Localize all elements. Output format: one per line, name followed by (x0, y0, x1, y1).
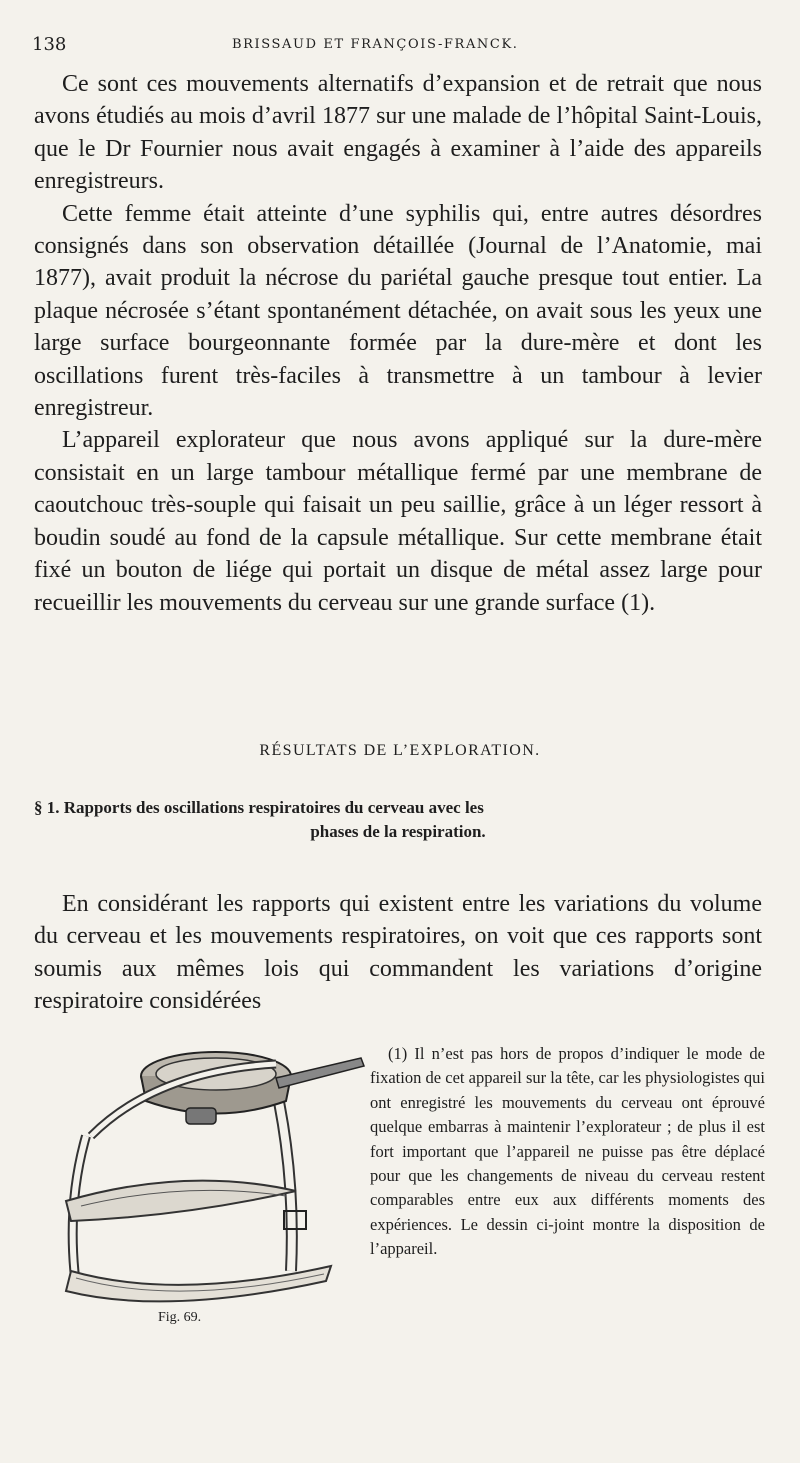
main-text-continued (34, 888, 762, 1018)
running-head (32, 34, 772, 58)
subheading-line-2: phases de la respiration. (310, 822, 486, 841)
section-title: RÉSULTATS DE L’EXPLORATION. (259, 742, 541, 759)
footnote: (1) Il n’est pas hors de propos d’indiquer le mode de fixation de cet appareil sur la tête, car les physiologistes qui ont enregistré les mouvements du cerveau ont éprouvé quelque embarras à maintenir l’explorateur ; de plus il est fort important que l’appareil ne puisse pas être déplacé pour que les changements de niveau du cerveau restent comparables entre eux aux différents moments des expériences. Le dessin ci-joint montre la disposition de l’appareil. (370, 1044, 765, 1259)
paragraph-1: Ce sont ces mouvements alternatifs d’expansion et de retrait que nous avons étudiés au mois d’avril 1877 sur une malade de l’hôpital Saint-Louis, que le Dr Fournier nous avait engagés à examiner à l’aide des appareils enregistreurs. (34, 71, 762, 195)
apparatus-illustration (46, 1016, 366, 1316)
paragraph-3: L’appareil explorateur que nous avons appliqué sur la dure-mère consistait en un large tambour métallique fermé par une membrane de caoutchouc très-souple qui faisait un peu saillie, grâce à un léger ressort à boudin soudé au fond de la capsule métallique. Sur cette membrane était fixé un bouton de liége qui portait un disque de métal assez large pour recueillir les mouvements du cerveau sur une grande surface (1). (34, 427, 762, 616)
page-number: 138 (32, 34, 67, 55)
main-text (34, 68, 762, 619)
running-title: BRISSAUD ET FRANÇOIS-FRANCK. (232, 37, 519, 52)
figure-69-apparatus (46, 1016, 366, 1346)
subheading (34, 796, 762, 844)
paragraph-4: En considérant les rapports qui existent entre les variations du volume du cerveau et les mouvements respiratoires, on voit que ces rapports sont soumis aux mêmes lois qui commandent les variations d’origine respiratoire considérées (34, 891, 762, 1015)
paragraph-2: Cette femme était atteinte d’une syphilis qui, entre autres désordres consignés dans son observation détaillée (Journal de l’Anatomie, mai 1877), avait produit la nécrose du pariétal gauche presque tout entier. La plaque nécrosée s’étant spontanément détachée, on avait sous les yeux une large surface bourgeonnante formée par la dure-mère et dont les oscillations furent très-faciles à transmettre à un tambour à levier enregistreur. (34, 200, 762, 422)
subheading-line-1: § 1. Rapports des oscillations respiratoires du cerveau avec les (34, 798, 484, 817)
figure-caption: Fig. 69. (158, 1310, 202, 1325)
